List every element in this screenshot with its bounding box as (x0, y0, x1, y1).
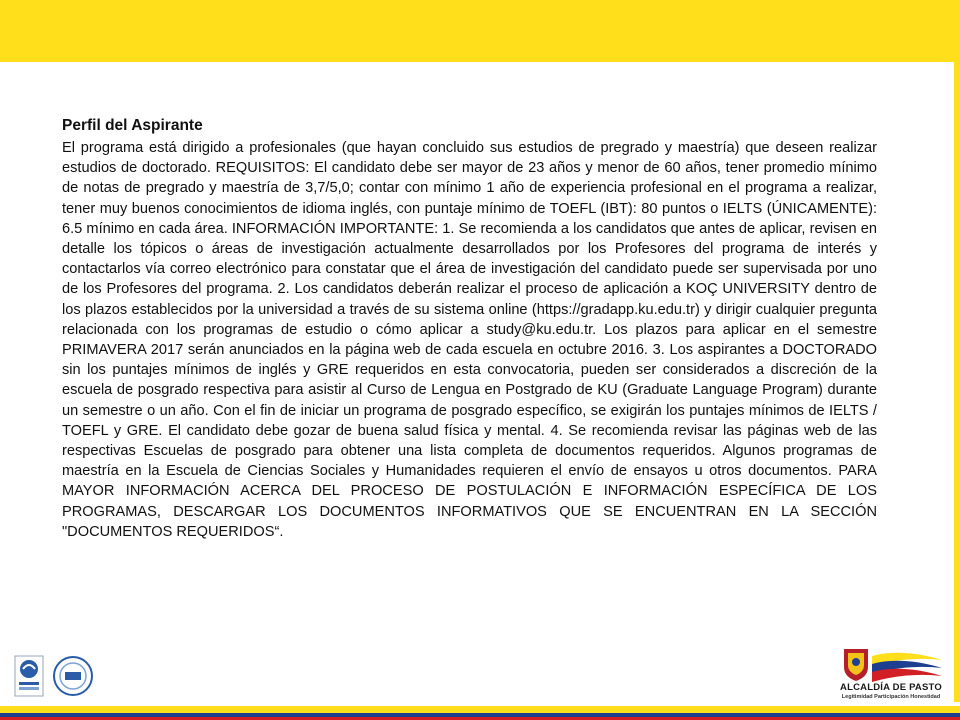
alcaldia-logo (836, 646, 946, 704)
section-body: El programa está dirigido a profesionales (que hayan concluido sus estudios de pregrado y maestría) que deseen realizar estudios de doctorado. REQUISITOS: El candidato debe ser mayor de 23 años y menor de 60 años, tener promedio mínimo de notas de pregrado y maestría de 3,7/5,0; contar con mínimo 1 año de experiencia profesional en el programa a realizar, tener muy buenos conocimientos de idioma inglés, con puntaje mínimo de TOEFL (IBT): 80 puntos o IELTS (ÚNICAMENTE): 6.5 mínimo en cada área. INFORMACIÓN IMPORTANTE: 1. Se recomienda a los candidatos que antes de aplicar, revisen en detalle los tópicos o áreas de investigación actualmente desarrollados por los Profesores del programa de interés y contactarlos vía correo electrónico para constatar que el área de investigación del candidato puede ser supervisada por uno de los Profesores del programa. 2. Los candidatos deberán realizar el proceso de aplicación a KOÇ UNIVERSITY dentro de los plazos establecidos por la universidad a través de su sistema online (https://gradapp.ku.edu.tr) y dirigir cualquier pregunta relacionada con los programas de estudio o cómo aplicar a study@ku.edu.tr. Los plazos para aplicar en el semestre PRIMAVERA 2017 serán anunciados en la página web de cada escuela en octubre 2016. 3. Los aspirantes a DOCTORADO sin los puntajes mínimos de inglés y GRE requeridos en esta convocatoria, pueden ser considerados a discreción de la escuela de posgrado respectiva para asistir al Curso de Lengua en Postgrado de KU (Graduate Language Program) durante un semestre o un año. Con el fin de iniciar un programa de posgrado específico, se exigirán los puntajes mínimos de IELTS / TOEFL y GRE. El candidato debe gozar de buena salud física y mental. 4. Se recomienda revisar las páginas web de las respectivas Escuelas de posgrado para obtener una lista completa de documentos requeridos. Algunos programas de maestría en la Escuela de Ciencias Sociales y Humanidades requieren el envío de ensayos u otros documentos. PARA MAYOR INFORMACIÓN ACERCA DEL PROCESO DE POSTULACIÓN E INFORMACIÓN ESPECÍFICA DE LOS PROGRAMAS, DESCARGAR LOS DOCUMENTOS INFORMATIVOS QUE SE ENCUENTRAN EN LA SECCIÓN "DOCUMENTOS REQUERIDOS“. (62, 140, 877, 540)
section-heading: Perfil del Aspirante (62, 117, 203, 134)
top-yellow-bar (0, 0, 960, 62)
alcaldia-tagline: Legitimidad Participación Honestidad (841, 694, 941, 700)
document-content (62, 116, 877, 542)
alcaldia-name: ALCALDÍA DE PASTO (840, 682, 942, 693)
bottom-yellow-stripe (0, 706, 960, 713)
right-yellow-stripe (954, 62, 960, 702)
certification-logos (14, 655, 94, 703)
quality-certification-seal (52, 655, 94, 697)
bottom-flag-stripes (0, 706, 960, 720)
pasto-coat-of-arms-icon (836, 646, 946, 682)
iso-certification-logo (14, 655, 44, 697)
